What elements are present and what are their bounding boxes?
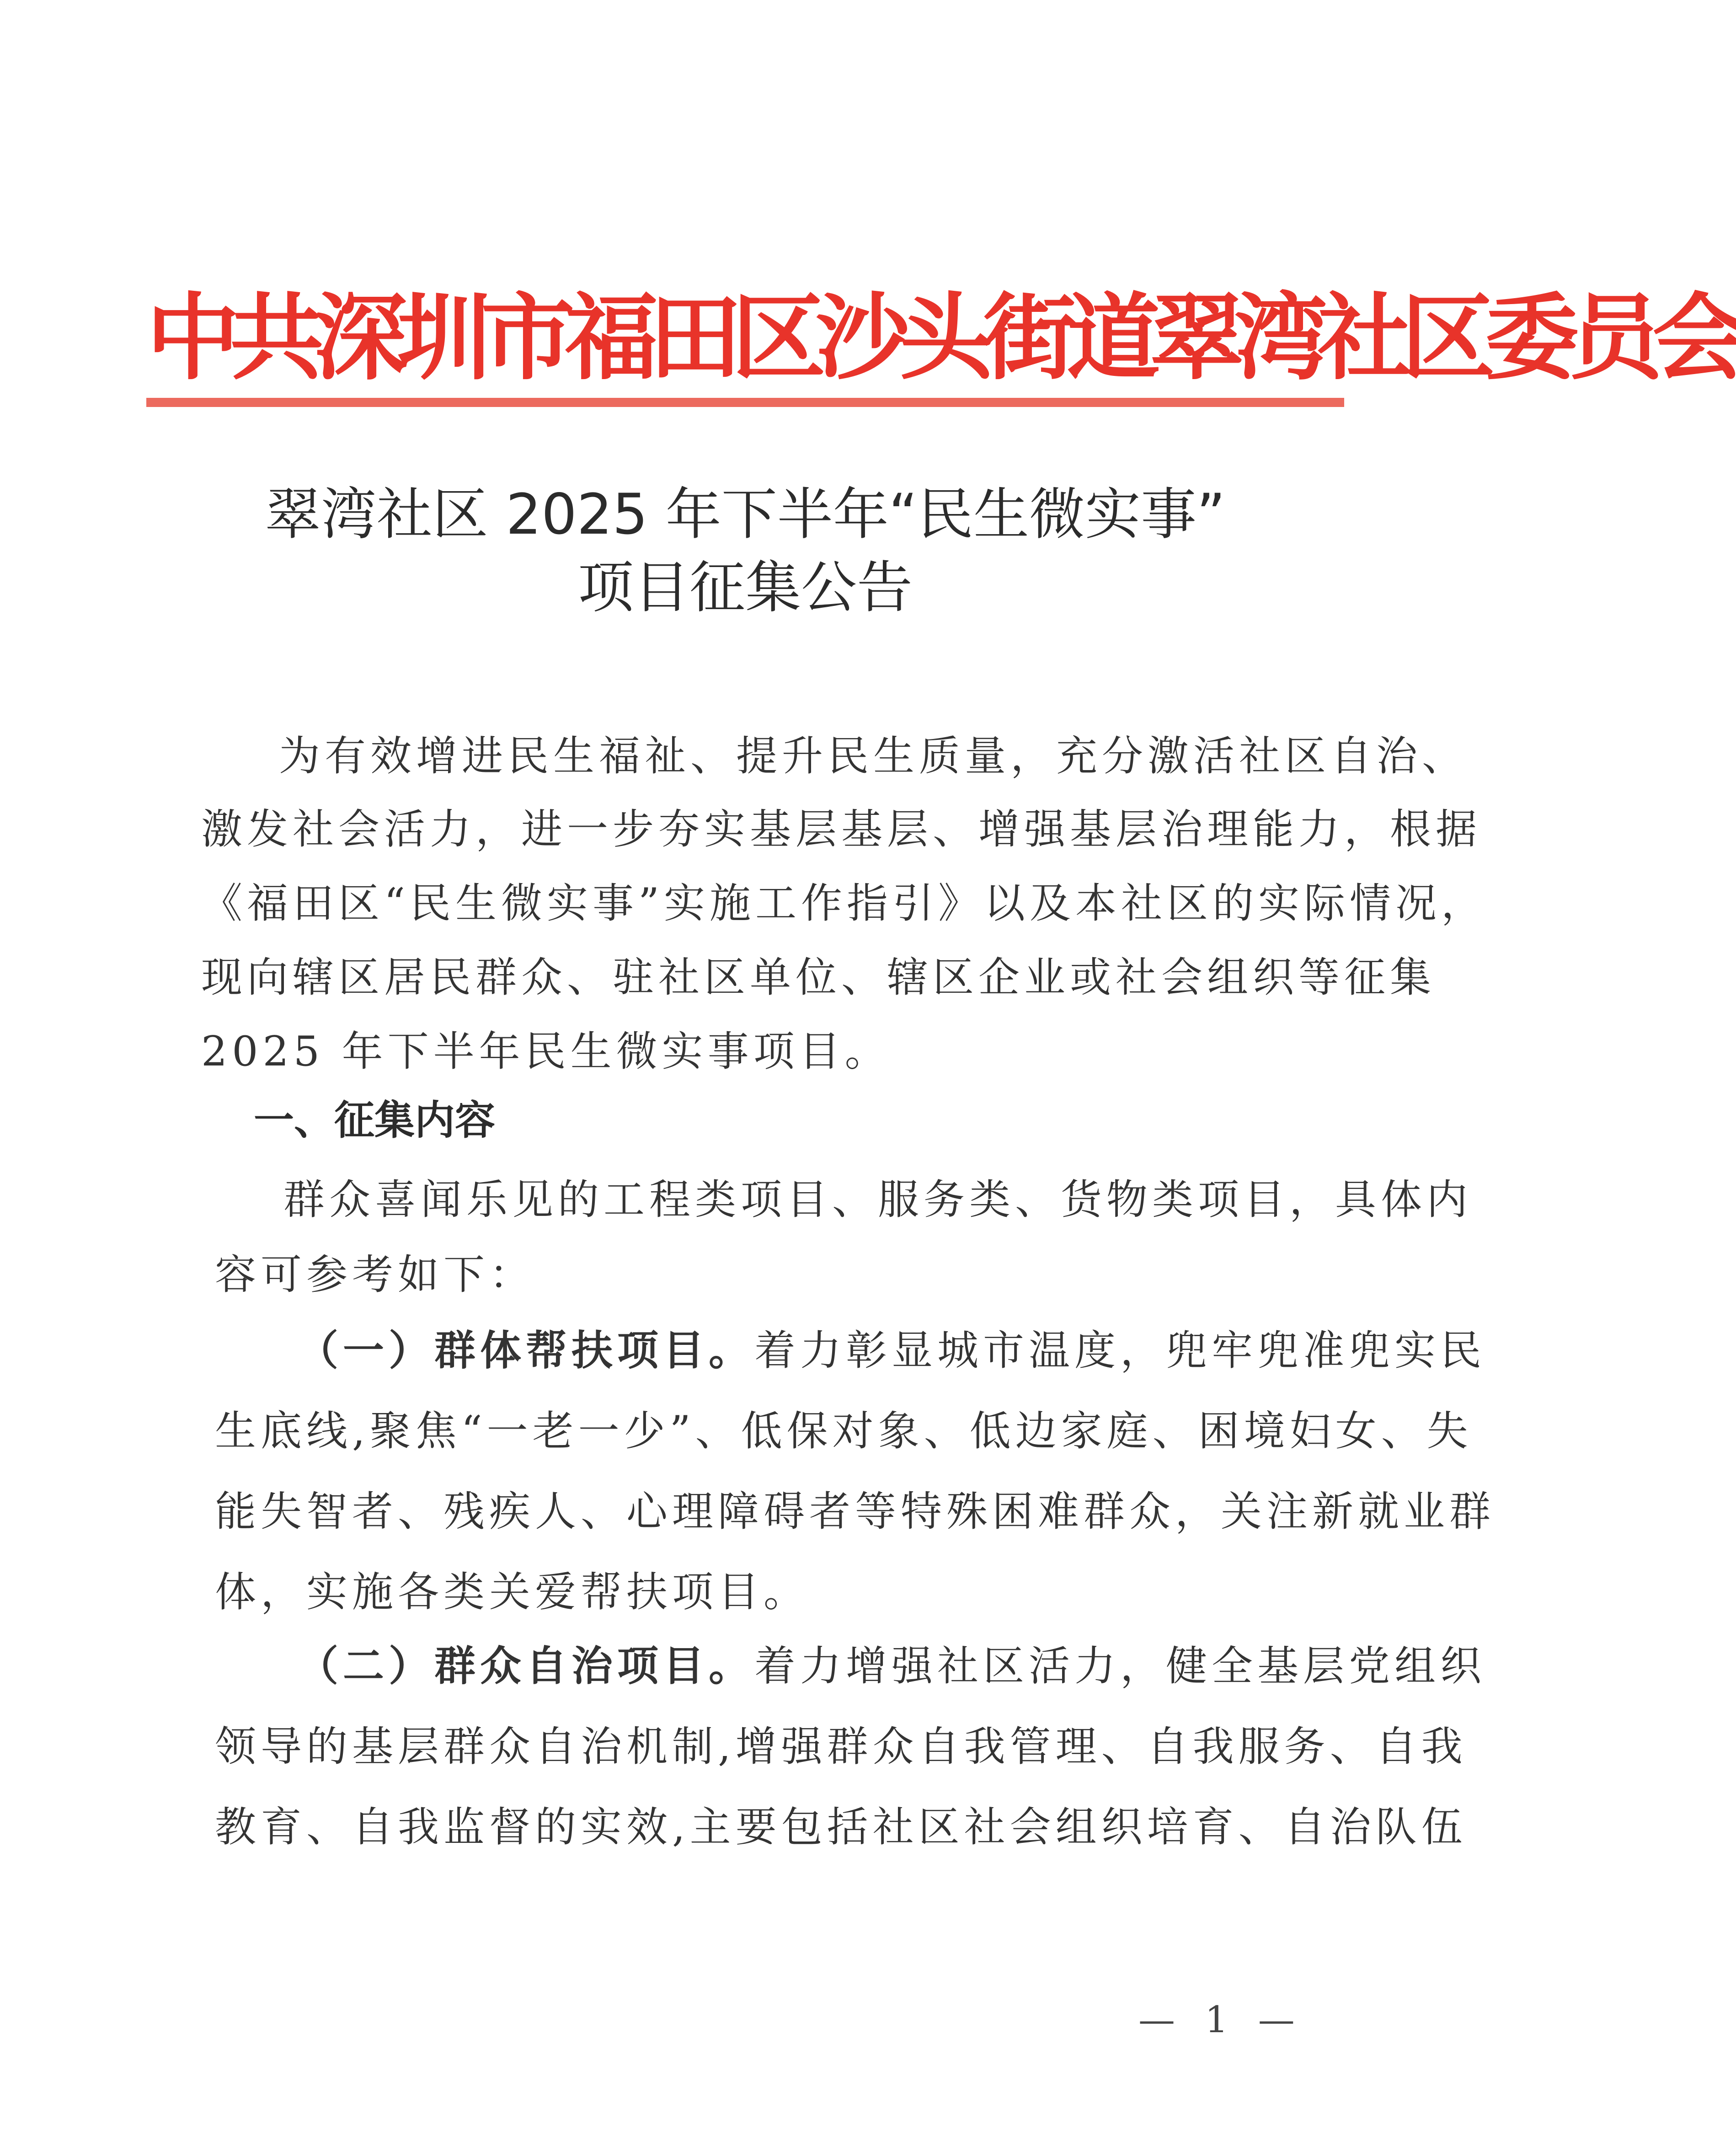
item-first-line [297, 1317, 1486, 1376]
item-label: （二）群众自治项目。 [297, 1642, 754, 1690]
intro-line: 2025 年下半年民生微实事项目。 [201, 1028, 891, 1076]
item-line: 教育、自我监督的实效,主要包括社区社会组织培育、自治队伍 [215, 1803, 1467, 1851]
item-text: 着力增强社区活力，健全基层党组织 [754, 1642, 1486, 1690]
intro-line: 《福田区“民生微实事”实施工作指引》以及本社区的实际情况， [201, 879, 1487, 927]
intro-line: 现向辖区居民群众、驻社区单位、辖区企业或社会组织等征集 [201, 953, 1436, 1001]
section-intro-line: 容可参考如下： [215, 1251, 535, 1299]
intro-line: 激发社会活力，进一步夯实基层基层、增强基层治理能力，根据 [201, 805, 1481, 853]
page-number: — 1 — [1138, 1998, 1304, 2041]
document-title-line-2: 项目征集公告 [578, 555, 913, 620]
item-line: 领导的基层群众自治机制,增强群众自我管理、自我服务、自我 [215, 1723, 1467, 1771]
intro-line: 为有效增进民生福祉、提升民生质量，充分激活社区自治、 [279, 732, 1468, 780]
section-intro-line: 群众喜闻乐见的工程类项目、服务类、货物类项目，具体内 [283, 1176, 1472, 1224]
item-label: （一）群体帮扶项目。 [297, 1326, 754, 1375]
section-heading: 一、征集内容 [254, 1097, 496, 1144]
document-title-line-1: 翠湾社区 2025 年下半年“民生微实事” [265, 482, 1226, 547]
item-line: 生底线,聚焦“一老一少”、低保对象、低边家庭、困境妇女、失 [215, 1407, 1473, 1455]
organization-header: 中共深圳市福田区沙头街道翠湾社区委员会 [146, 284, 1736, 393]
item-line: 体，实施各类关爱帮扶项目。 [215, 1568, 809, 1616]
red-header-rule [146, 398, 1344, 407]
item-first-line [297, 1633, 1486, 1692]
item-text: 着力彰显城市温度，兜牢兜准兜实民 [754, 1327, 1486, 1375]
item-line: 能失智者、残疾人、心理障碍者等特殊困难群众，关注新就业群 [215, 1488, 1495, 1536]
